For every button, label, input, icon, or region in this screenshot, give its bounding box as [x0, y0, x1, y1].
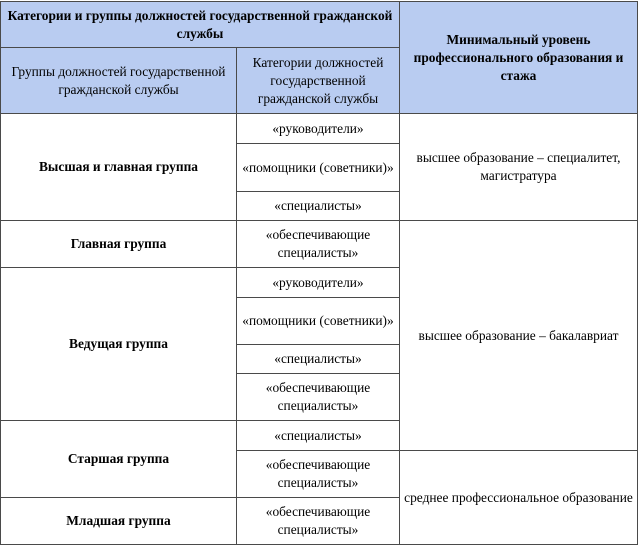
category-managers: «руководители» — [237, 114, 400, 144]
requirement-bachelor: высшее образование – бакалавриат — [400, 221, 638, 451]
table-row — [1, 114, 638, 144]
requirement-secondary-prof: среднее профессиональное образование — [400, 451, 638, 545]
category-support-specialists: «обеспечивающие специалисты» — [237, 374, 400, 421]
header-row-1 — [1, 2, 638, 48]
group-junior: Младшая группа — [1, 498, 237, 545]
category-managers: «руководители» — [237, 268, 400, 298]
header-groups-col: Группы должностей государственной гражданской службы — [1, 48, 237, 114]
category-support-specialists: «обеспечивающие специалисты» — [237, 498, 400, 545]
group-leading: Ведущая группа — [1, 268, 237, 421]
header-categories-and-groups: Категории и группы должностей государственной гражданской службы — [1, 2, 400, 48]
group-senior: Старшая группа — [1, 421, 237, 498]
category-assistants: «помощники (советники)» — [237, 144, 400, 192]
table-row — [1, 221, 638, 268]
category-assistants: «помощники (советники)» — [237, 298, 400, 345]
group-main: Главная группа — [1, 221, 237, 268]
requirement-specialist-master: высшее образование – специалитет, магистратура — [400, 114, 638, 221]
category-specialists: «специалисты» — [237, 421, 400, 451]
category-specialists: «специалисты» — [237, 345, 400, 374]
category-support-specialists: «обеспечивающие специалисты» — [237, 451, 400, 498]
category-specialists: «специалисты» — [237, 192, 400, 221]
header-min-level: Минимальный уровень профессионального образования и стажа — [400, 2, 638, 114]
civil-service-table — [0, 1, 638, 545]
category-support-specialists: «обеспечивающие специалисты» — [237, 221, 400, 268]
group-highest-and-main: Высшая и главная группа — [1, 114, 237, 221]
header-categories-col: Категории должностей государственной гражданской службы — [237, 48, 400, 114]
